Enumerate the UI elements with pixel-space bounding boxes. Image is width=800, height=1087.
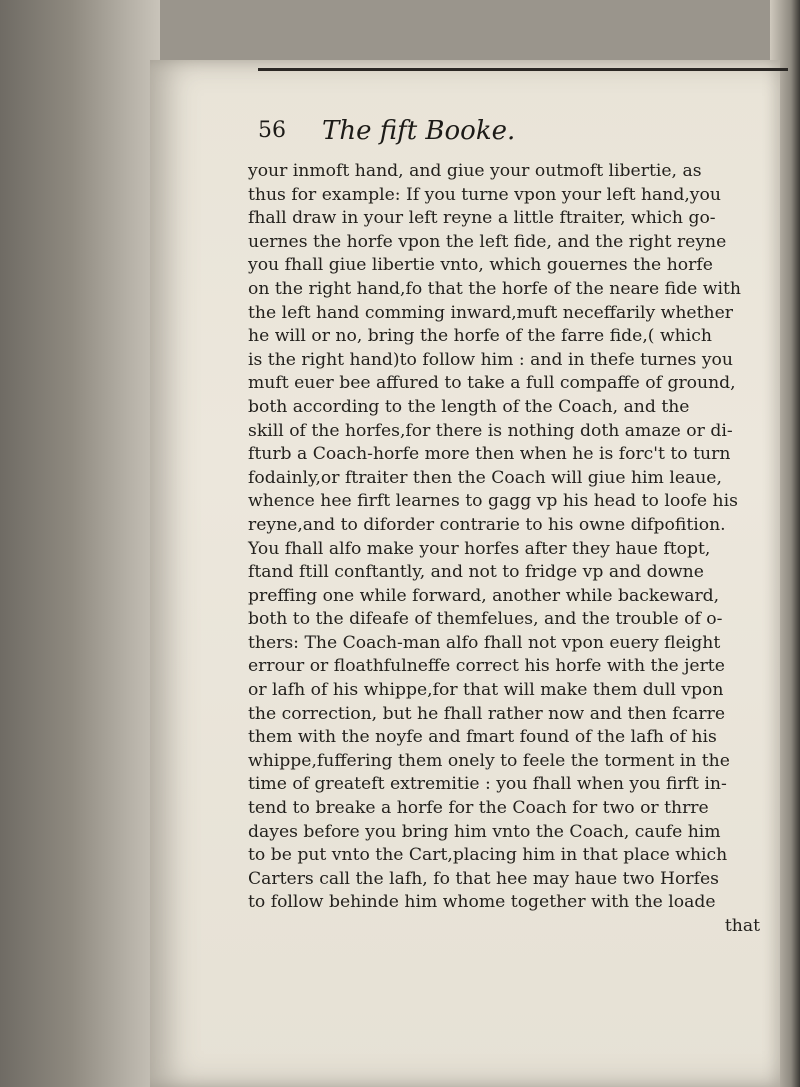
text-line: the correction, but he fhall rather now and then fcarre xyxy=(248,703,726,724)
header-rule xyxy=(258,68,788,71)
text-line: thus for example: If you turne vpon your left hand,you xyxy=(248,184,721,205)
text-line: fodainly,or ftraiter then the Coach will giue him leaue, xyxy=(248,467,722,488)
text-line: tend to breake a horfe for the Coach for two or thrre xyxy=(248,798,709,819)
running-title: The fift Booke. xyxy=(322,116,516,146)
text-line: to follow behinde him whome together with the loade xyxy=(248,892,716,913)
body-text xyxy=(248,160,788,939)
text-line: Carters call the lafh, fo that hee may haue two Horfes xyxy=(248,868,719,889)
text-line: fhall draw in your left reyne a little ftraiter, which go- xyxy=(248,208,716,229)
text-line: them with the noyfe and fmart found of the lafh of his xyxy=(248,727,717,748)
text-line: ftand ftill conftantly, and not to fridge vp and downe xyxy=(248,562,704,583)
text-line: uernes the horfe vpon the left fide, and the right reyne xyxy=(248,231,727,252)
text-line: thers: The Coach-man alfo fhall not vpon euery fleight xyxy=(248,632,721,653)
text-line: the left hand comming inward,muft neceffarily whether xyxy=(248,302,733,323)
text-line: on the right hand,fo that the horfe of the neare fide with xyxy=(248,278,741,299)
text-line: reyne,and to diforder contrarie to his owne difpofition. xyxy=(248,514,726,535)
text-line: muft euer bee affured to take a full compaffe of ground, xyxy=(248,373,736,394)
catchword: that xyxy=(724,916,760,936)
text-line: your inmoft hand, and giue your outmoft libertie, as xyxy=(248,161,702,181)
text-line: both to the difeafe of themfelues, and the trouble of o- xyxy=(248,609,723,630)
text-line: You fhall alfo make your horfes after they haue ftopt, xyxy=(248,538,711,559)
text-line: is the right hand)to follow him : and in thefe turnes you xyxy=(248,349,733,370)
page-number: 56 xyxy=(258,118,286,143)
text-line: both according to the length of the Coach, and the xyxy=(248,396,690,417)
text-line: you fhall giue libertie vnto, which gouernes the horfe xyxy=(248,255,713,276)
text-line: or lafh of his whippe,for that will make them dull vpon xyxy=(248,680,724,701)
text-line: fturb a Coach-horfe more then when he is forc't to turn xyxy=(248,444,731,465)
text-line: he will or no, bring the horfe of the farre fide,( which xyxy=(248,326,712,347)
text-line: time of greateft extremitie : you fhall when you firft in- xyxy=(248,774,727,795)
text-line: preffing one while forward, another while backeward, xyxy=(248,585,720,606)
text-line: skill of the horfes,for there is nothing doth amaze or di- xyxy=(248,420,733,441)
text-line: dayes before you bring him vnto the Coach, caufe him xyxy=(248,821,721,842)
text-line: errour or floathfulneffe correct his horfe with the jerte xyxy=(248,656,725,677)
book-spine-shadow xyxy=(0,0,160,1087)
text-line: whippe,fuffering them onely to feele the torment in the xyxy=(248,750,730,771)
text-line: to be put vnto the Cart,placing him in that place which xyxy=(248,845,728,866)
text-line: whence hee firft learnes to gagg vp his head to loofe his xyxy=(248,491,738,512)
page-header xyxy=(258,60,798,146)
